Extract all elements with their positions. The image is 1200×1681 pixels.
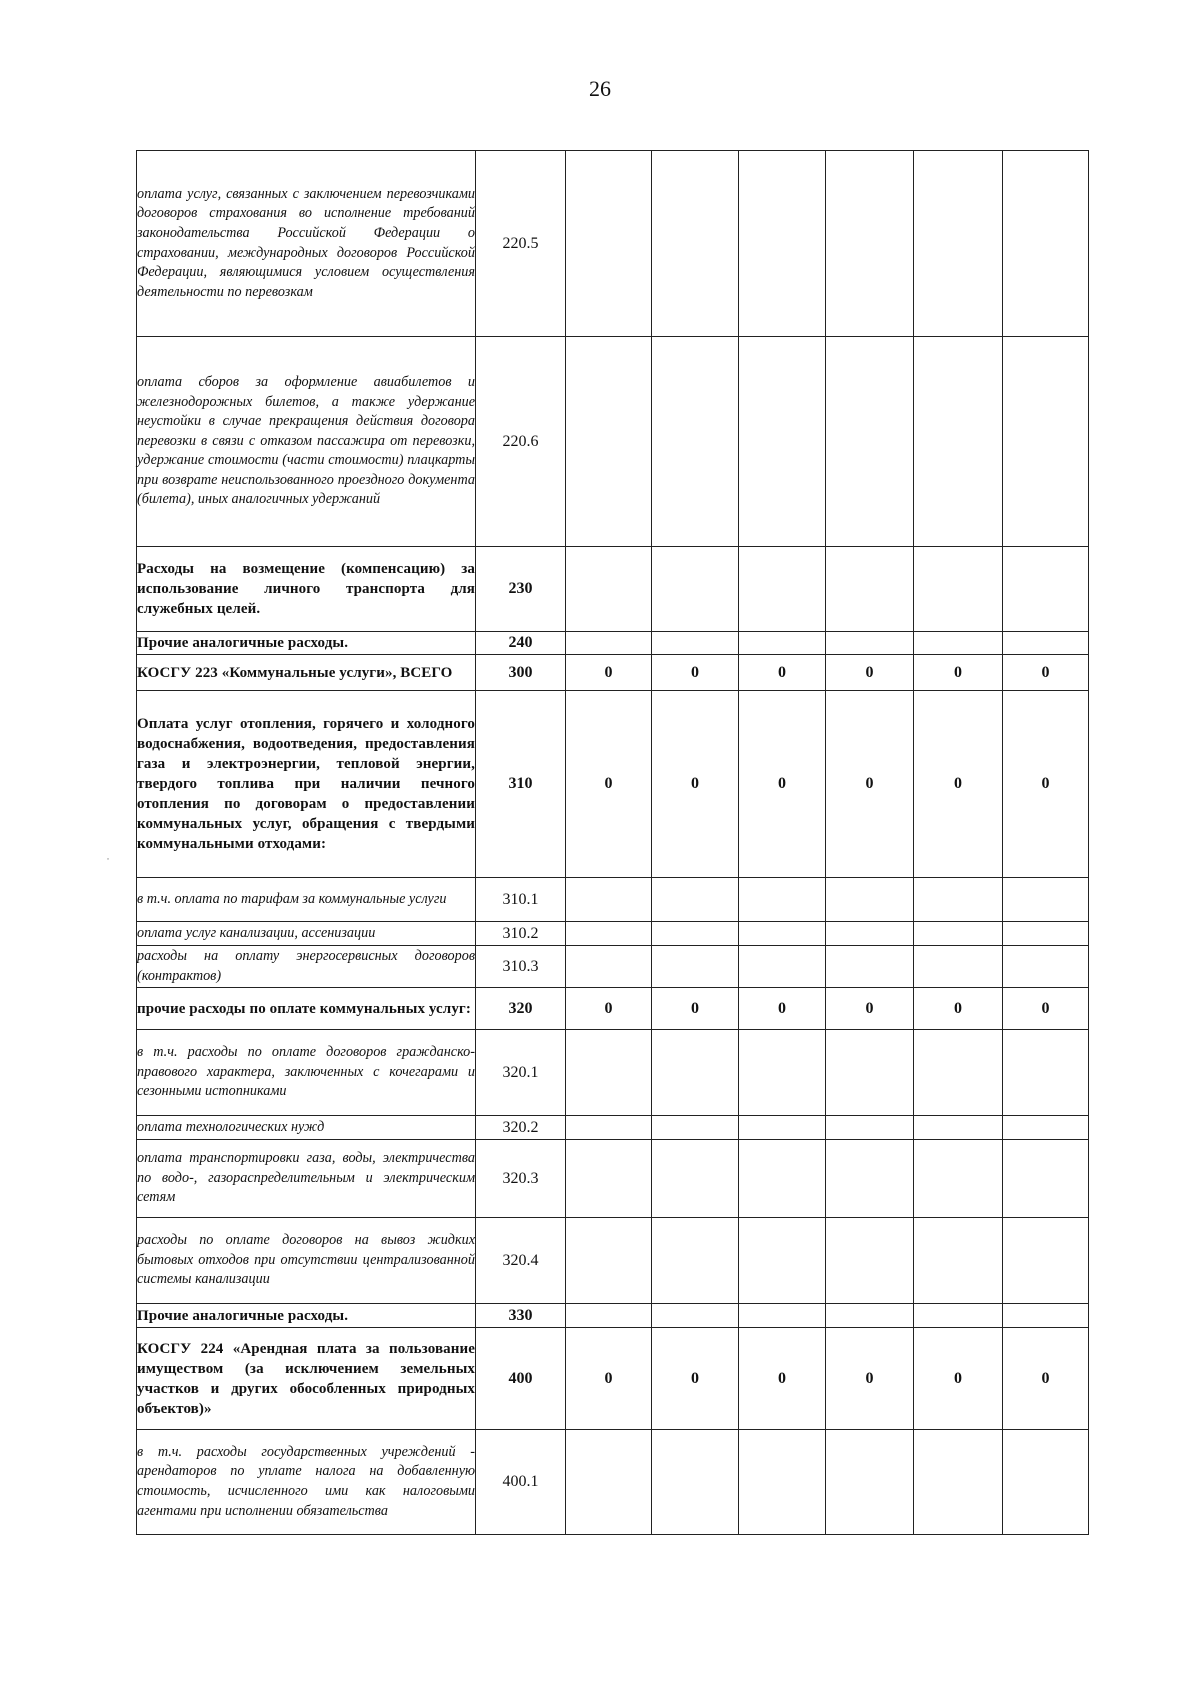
row-value-cell <box>739 632 826 655</box>
row-value-cell <box>739 337 826 547</box>
row-value-cell <box>1003 922 1089 946</box>
row-value-cell: 0 <box>566 691 652 878</box>
row-value-cell <box>652 1030 739 1116</box>
row-value-cell <box>914 1304 1003 1328</box>
row-code: 400 <box>476 1328 566 1430</box>
row-value-cell <box>826 1140 914 1218</box>
row-value-cell: 0 <box>914 1328 1003 1430</box>
row-description: оплата транспортировки газа, воды, электричества по водо-, газораспределительным и электрическим сетям <box>137 1140 476 1218</box>
row-code: 220.6 <box>476 337 566 547</box>
row-description: расходы по оплате договоров на вывоз жидких бытовых отходов при отсутствии централизованной системы канализации <box>137 1218 476 1304</box>
row-value-cell <box>739 1430 826 1535</box>
row-code: 310.1 <box>476 878 566 922</box>
row-code: 320 <box>476 988 566 1030</box>
row-description: Оплата услуг отопления, горячего и холодного водоснабжения, водоотведения, предоставления газа и электроэнергии, тепловой энергии, твердого топлива при наличии печного отопления по договорам о предоставлении коммунальных услуг, обращения с твердыми коммунальными отходами: <box>137 691 476 878</box>
row-description: Расходы на возмещение (компенсацию) за использование личного транспорта для служебных целей. <box>137 547 476 632</box>
row-value-cell <box>566 1304 652 1328</box>
row-code: 220.5 <box>476 151 566 337</box>
row-value-cell <box>826 878 914 922</box>
row-value-cell <box>826 1030 914 1116</box>
row-value-cell <box>826 1430 914 1535</box>
row-value-cell <box>566 151 652 337</box>
row-value-cell <box>739 878 826 922</box>
row-code: 320.2 <box>476 1116 566 1140</box>
row-value-cell: 0 <box>914 655 1003 691</box>
row-code: 300 <box>476 655 566 691</box>
row-code: 330 <box>476 1304 566 1328</box>
row-value-cell <box>826 151 914 337</box>
row-value-cell <box>652 878 739 922</box>
row-value-cell: 0 <box>652 691 739 878</box>
row-description: КОСГУ 224 «Арендная плата за пользование имуществом (за исключением земельных участков и других обособленных природных объектов)» <box>137 1328 476 1430</box>
row-value-cell <box>1003 337 1089 547</box>
row-description: оплата услуг, связанных с заключением перевозчиками договоров страхования во исполнение требований законодательства Российской Федерации о страховании, международных договоров Российской Федерации, являющимися условием осуществления деятельности по перевозкам <box>137 151 476 337</box>
budget-table <box>136 150 1089 1535</box>
row-value-cell <box>652 151 739 337</box>
row-value-cell <box>1003 1430 1089 1535</box>
row-value-cell <box>826 1218 914 1304</box>
row-value-cell: 0 <box>914 691 1003 878</box>
row-value-cell <box>566 922 652 946</box>
page-number: 26 <box>589 76 611 101</box>
row-value-cell: 0 <box>566 988 652 1030</box>
row-value-cell <box>739 547 826 632</box>
row-value-cell: 0 <box>826 691 914 878</box>
row-value-cell <box>739 1140 826 1218</box>
row-value-cell <box>739 922 826 946</box>
row-value-cell <box>566 337 652 547</box>
row-value-cell <box>1003 1116 1089 1140</box>
table-row <box>137 547 1089 632</box>
row-value-cell <box>739 1218 826 1304</box>
table-row <box>137 946 1089 988</box>
row-value-cell: 0 <box>914 988 1003 1030</box>
row-value-cell: 0 <box>1003 655 1089 691</box>
row-code: 320.4 <box>476 1218 566 1304</box>
row-value-cell <box>652 547 739 632</box>
row-code: 310.3 <box>476 946 566 988</box>
row-value-cell: 0 <box>1003 691 1089 878</box>
row-value-cell <box>652 632 739 655</box>
row-value-cell <box>566 1116 652 1140</box>
row-value-cell: 0 <box>739 1328 826 1430</box>
row-value-cell <box>566 632 652 655</box>
table-row <box>137 151 1089 337</box>
row-description: КОСГУ 223 «Коммунальные услуги», ВСЕГО <box>137 655 476 691</box>
row-description: расходы на оплату энергосервисных договоров (контрактов) <box>137 946 476 988</box>
row-value-cell <box>914 151 1003 337</box>
scan-speck: ˙ <box>106 855 110 869</box>
table-row <box>137 632 1089 655</box>
row-value-cell <box>566 1030 652 1116</box>
row-value-cell <box>1003 1218 1089 1304</box>
row-value-cell <box>826 1304 914 1328</box>
row-description: Прочие аналогичные расходы. <box>137 1304 476 1328</box>
row-value-cell: 0 <box>1003 1328 1089 1430</box>
row-code: 320.3 <box>476 1140 566 1218</box>
row-value-cell <box>826 337 914 547</box>
row-description: в т.ч. оплата по тарифам за коммунальные услуги <box>137 878 476 922</box>
row-value-cell <box>739 1030 826 1116</box>
row-value-cell <box>739 151 826 337</box>
row-value-cell <box>739 946 826 988</box>
table-row <box>137 655 1089 691</box>
row-value-cell <box>914 632 1003 655</box>
row-value-cell <box>914 1140 1003 1218</box>
row-code: 400.1 <box>476 1430 566 1535</box>
row-code: 230 <box>476 547 566 632</box>
row-description: оплата услуг канализации, ассенизации <box>137 922 476 946</box>
row-value-cell: 0 <box>566 1328 652 1430</box>
row-value-cell <box>566 1218 652 1304</box>
row-value-cell <box>652 337 739 547</box>
row-code: 310 <box>476 691 566 878</box>
row-value-cell <box>652 1116 739 1140</box>
table-row <box>137 922 1089 946</box>
table-row <box>137 1030 1089 1116</box>
row-value-cell <box>826 946 914 988</box>
row-value-cell <box>914 337 1003 547</box>
row-value-cell: 0 <box>652 988 739 1030</box>
row-value-cell <box>826 922 914 946</box>
table-row <box>137 878 1089 922</box>
row-value-cell <box>739 1116 826 1140</box>
row-value-cell: 0 <box>652 1328 739 1430</box>
row-value-cell <box>566 946 652 988</box>
row-value-cell <box>652 1430 739 1535</box>
table-row <box>137 337 1089 547</box>
row-value-cell <box>566 1430 652 1535</box>
row-value-cell <box>826 547 914 632</box>
row-value-cell: 0 <box>739 655 826 691</box>
table-body <box>137 151 1089 1535</box>
row-value-cell <box>826 632 914 655</box>
row-value-cell <box>1003 547 1089 632</box>
row-value-cell <box>914 878 1003 922</box>
row-value-cell <box>1003 1140 1089 1218</box>
row-description: оплата сборов за оформление авиабилетов и железнодорожных билетов, а также удержание неустойки в случае прекращения действия договора перевозки в связи с отказом пассажира от перевозки, удержание стоимости (части стоимости) плацкарты при возврате неиспользованного проездного документа (билета), иных аналогичных удержаний <box>137 337 476 547</box>
row-value-cell <box>652 922 739 946</box>
table-row <box>137 1328 1089 1430</box>
row-value-cell <box>914 1116 1003 1140</box>
row-value-cell <box>652 946 739 988</box>
row-description: оплата технологических нужд <box>137 1116 476 1140</box>
table-row <box>137 1430 1089 1535</box>
row-description: прочие расходы по оплате коммунальных услуг: <box>137 988 476 1030</box>
row-value-cell <box>1003 1030 1089 1116</box>
row-value-cell <box>1003 878 1089 922</box>
table-row <box>137 1140 1089 1218</box>
row-value-cell <box>914 946 1003 988</box>
row-value-cell <box>739 1304 826 1328</box>
row-value-cell <box>652 1304 739 1328</box>
row-value-cell <box>914 547 1003 632</box>
table-row <box>137 691 1089 878</box>
row-value-cell <box>1003 632 1089 655</box>
table-row <box>137 1218 1089 1304</box>
table-row <box>137 988 1089 1030</box>
row-code: 320.1 <box>476 1030 566 1116</box>
row-value-cell: 0 <box>826 1328 914 1430</box>
row-value-cell: 0 <box>826 988 914 1030</box>
row-description: Прочие аналогичные расходы. <box>137 632 476 655</box>
row-value-cell: 0 <box>652 655 739 691</box>
row-description: в т.ч. расходы по оплате договоров гражданско-правового характера, заключенных с кочегарами и сезонными истопниками <box>137 1030 476 1116</box>
row-value-cell <box>566 1140 652 1218</box>
row-value-cell: 0 <box>1003 988 1089 1030</box>
row-value-cell <box>914 922 1003 946</box>
row-value-cell <box>1003 151 1089 337</box>
row-value-cell <box>652 1218 739 1304</box>
table-row <box>137 1304 1089 1328</box>
row-value-cell <box>914 1030 1003 1116</box>
row-value-cell: 0 <box>739 691 826 878</box>
row-code: 310.2 <box>476 922 566 946</box>
row-value-cell <box>914 1218 1003 1304</box>
row-value-cell <box>1003 1304 1089 1328</box>
row-description: в т.ч. расходы государственных учреждений - арендаторов по уплате налога на добавленную стоимость, исчисленного ими как налоговыми агентами при исполнении обязательства <box>137 1430 476 1535</box>
table-row <box>137 1116 1089 1140</box>
row-code: 240 <box>476 632 566 655</box>
row-value-cell <box>1003 946 1089 988</box>
row-value-cell: 0 <box>826 655 914 691</box>
row-value-cell: 0 <box>566 655 652 691</box>
row-value-cell <box>652 1140 739 1218</box>
row-value-cell <box>566 878 652 922</box>
row-value-cell <box>826 1116 914 1140</box>
row-value-cell <box>566 547 652 632</box>
row-value-cell <box>914 1430 1003 1535</box>
row-value-cell: 0 <box>739 988 826 1030</box>
